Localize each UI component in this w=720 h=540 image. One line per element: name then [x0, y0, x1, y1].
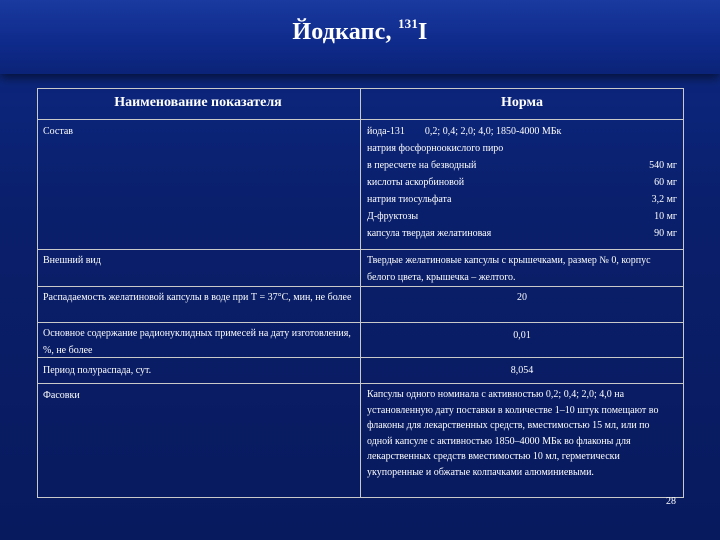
half-life-label: Период полураспада, сут. [43, 365, 152, 376]
impurities-value: 0,01 [513, 330, 531, 341]
composition-item-name: капсула твердая желатиновая [367, 228, 492, 239]
title-bar [0, 0, 720, 74]
composition-item-name: натрия тиосульфата [367, 194, 452, 205]
row-divider [38, 322, 683, 323]
row-divider [38, 249, 683, 250]
composition-item [367, 225, 677, 242]
composition-item-value: 10 мг [654, 211, 677, 222]
column-divider [360, 89, 361, 497]
composition-item-value: 60 мг [654, 177, 677, 188]
row-divider [38, 383, 683, 384]
disintegration-value: 20 [517, 292, 527, 303]
composition-item-name: кислоты аскорбиновой [367, 177, 465, 188]
page-number: 28 [666, 496, 676, 507]
disintegration-label: Распадаемость желатиновой капсулы в воде при Т = 37°С, мин, не более [43, 292, 352, 303]
slide-title [0, 18, 720, 46]
composition-label: Состав [43, 126, 74, 137]
composition-item-name: в пересчете на безводный [367, 160, 477, 171]
title-text: Йодкапс, [292, 19, 398, 45]
composition-item-name: Д-фруктозы [367, 211, 419, 222]
appearance-label: Внешний вид [43, 255, 101, 266]
composition-item [367, 157, 677, 174]
data-table [37, 88, 684, 498]
impurities-label: Основное содержание радионуклидных примесей на дату изготовления, %, не более [43, 328, 351, 356]
appearance-value: Твердые желатиновые капсулы с крышечками, размер № 0, корпус белого цвета, крышечка – желтого. [367, 255, 651, 283]
title-superscript: 131 [397, 16, 419, 31]
composition-value [367, 123, 677, 242]
header-parameter: Наименование показателя [114, 95, 282, 110]
packaging-value: Капсулы одного номинала с активностью 0,2; 0,4; 2,0; 4,0 на установленную дату поставки в количестве 1–10 штук помещают во флаконы для лекарственных средств, вместимостью 15 мл, или по одной капсуле с активностью 1850–4000 МБк во флаконы для лекарственных средств вместимостью 10 мл, герметически укупоренные и обжатые колпачками алюминиевыми. [367, 389, 659, 478]
header-norm: Норма [501, 95, 543, 110]
title-suffix: I [418, 19, 428, 45]
composition-item-value: 3,2 мг [651, 194, 677, 205]
composition-item [367, 191, 677, 208]
half-life-value: 8,054 [510, 365, 534, 376]
composition-item [367, 208, 677, 225]
packaging-label: Фасовки [43, 390, 80, 401]
row-divider [38, 286, 683, 287]
composition-line: йода-131 0,2; 0,4; 2,0; 4,0; 1850-4000 МБк [367, 126, 562, 137]
composition-item-value: 540 мг [649, 160, 677, 171]
composition-item [367, 174, 677, 191]
composition-line: натрия фосфорноокислого пиро [367, 143, 504, 154]
header-divider [38, 119, 683, 120]
composition-item-value: 90 мг [654, 228, 677, 239]
